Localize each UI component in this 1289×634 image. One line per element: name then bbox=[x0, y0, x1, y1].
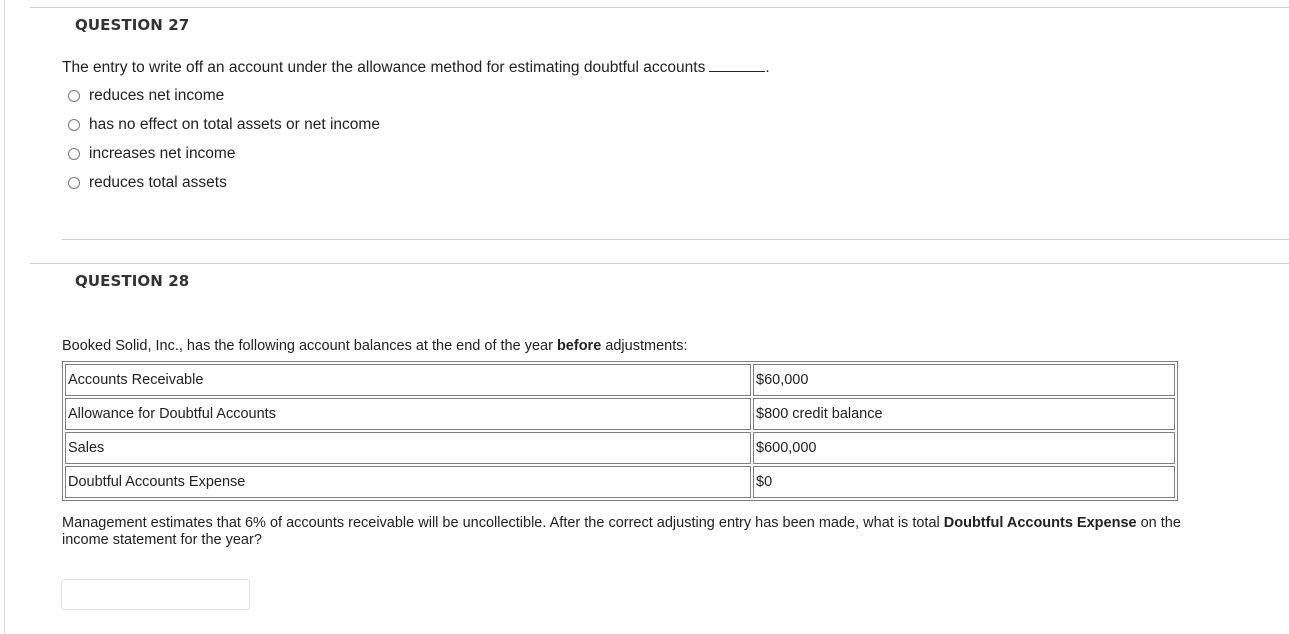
table-row bbox=[65, 398, 1175, 430]
option-label: has no effect on total assets or net income bbox=[89, 116, 380, 133]
table-row bbox=[65, 432, 1175, 464]
account-name-cell: Doubtful Accounts Expense bbox=[65, 466, 751, 498]
radio-button[interactable] bbox=[68, 177, 80, 189]
intro-bold-text: before bbox=[556, 338, 602, 354]
account-name-cell: Allowance for Doubtful Accounts bbox=[65, 398, 751, 430]
balance-cell: $800 credit balance bbox=[753, 398, 1175, 430]
balance-cell: $600,000 bbox=[753, 432, 1175, 464]
answer-input[interactable] bbox=[61, 579, 250, 610]
balance-cell: $0 bbox=[753, 466, 1175, 498]
intro-text-end: adjustments: bbox=[601, 338, 688, 354]
option-reduces-total-assets[interactable] bbox=[68, 174, 227, 192]
prompt-text-end: on the income statement for the year? bbox=[62, 515, 1181, 548]
radio-button[interactable] bbox=[68, 119, 80, 131]
prompt-text: Management estimates that 6% of accounts receivable will be uncollectible. After the correct adjusting entry has been made, what is total bbox=[62, 515, 944, 531]
question-27-top-divider bbox=[30, 7, 1289, 8]
prompt-bold-text: Doubtful Accounts Expense bbox=[943, 515, 1137, 531]
option-increases-net-income[interactable] bbox=[68, 145, 235, 163]
option-label: increases net income bbox=[89, 145, 236, 162]
question-28-intro bbox=[62, 338, 688, 354]
question-28-heading: QUESTION 28 bbox=[75, 272, 190, 290]
radio-button[interactable] bbox=[68, 148, 80, 160]
account-balances-table bbox=[62, 361, 1178, 501]
balance-cell: $60,000 bbox=[753, 364, 1175, 396]
option-label: reduces total assets bbox=[89, 174, 227, 191]
radio-button[interactable] bbox=[68, 90, 80, 102]
question-27-stem bbox=[62, 59, 770, 77]
answer-blank bbox=[709, 59, 765, 72]
question-27-stem-text: The entry to write off an account under the allowance method for estimating doubtful accounts bbox=[62, 59, 706, 76]
table-row bbox=[65, 364, 1175, 396]
table-row bbox=[65, 466, 1175, 498]
intro-text: Booked Solid, Inc., has the following account balances at the end of the year bbox=[62, 338, 557, 354]
account-name-cell: Accounts Receivable bbox=[65, 364, 751, 396]
option-reduces-net-income[interactable] bbox=[68, 87, 224, 105]
option-no-effect[interactable] bbox=[68, 116, 380, 134]
left-border bbox=[4, 0, 5, 634]
question-27-stem-end: . bbox=[765, 59, 770, 76]
question-27-bottom-separator bbox=[62, 239, 1289, 240]
question-28-prompt bbox=[62, 515, 1192, 549]
question-28-top-divider bbox=[30, 263, 1289, 264]
account-name-cell: Sales bbox=[65, 432, 751, 464]
question-27-heading: QUESTION 27 bbox=[75, 16, 190, 34]
option-label: reduces net income bbox=[89, 87, 225, 104]
